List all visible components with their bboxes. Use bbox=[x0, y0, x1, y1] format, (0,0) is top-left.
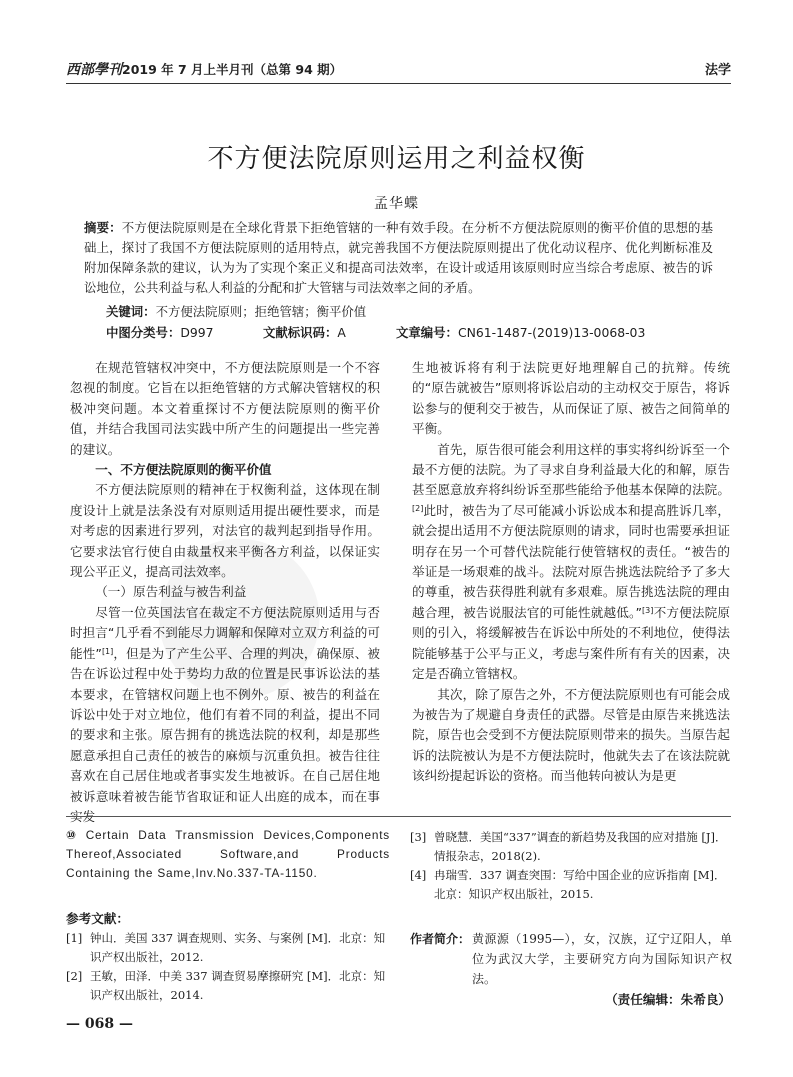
article-title: 不方便法院原则运用之利益权衡 bbox=[207, 144, 586, 174]
footnote bbox=[66, 826, 390, 883]
running-header bbox=[66, 56, 731, 80]
body-column-right bbox=[412, 358, 730, 787]
reference-item: [2] 王敏，田泽．中美 337 调查贸易摩擦研究 [M]．北京：知识产权出版社，2014. bbox=[66, 969, 386, 1002]
keywords-label: 关键词： bbox=[106, 304, 156, 319]
subsection-heading: （一）原告利益与被告利益 bbox=[95, 584, 247, 600]
bio-text: 黄源源（1995—），女，汉族，辽宁辽阳人，单位为武汉大学，主要研究方向为国际知识产权法。 bbox=[472, 932, 732, 986]
body-paragraph: 不方便法院原则的精神在于权衡利益，这体现在制度设计上就是法条没有对原则适用提出硬性要求，而是对考虑的因素进行罗列，对法官的裁判起到指导作用。它要求法官行使自由裁量权来平衡各方利益，以保证实现公平正义，提高司法效率。 bbox=[70, 482, 380, 580]
intro-paragraph: 在规范管辖权冲突中，不方便法院原则是一个不容忽视的制度。它旨在以拒绝管辖的方式解决管辖权的积极冲突问题。本文着重探讨不方便法院原则的衡平价值，并结合我国司法实践中所产生的问题提出一些完善的建议。 bbox=[70, 360, 380, 457]
journal-issue bbox=[66, 59, 342, 79]
keywords bbox=[106, 302, 366, 320]
keywords-text: 不方便法院原则；拒绝管辖；衡平价值 bbox=[155, 304, 367, 319]
citation-ref[interactable]: [2] bbox=[412, 503, 424, 513]
issue-text: 2019 年 7 月上半月刊（总第 94 期） bbox=[122, 62, 343, 77]
footer-rule bbox=[66, 816, 731, 817]
journal-brand: 西部學刊 bbox=[66, 62, 122, 78]
author-bio bbox=[410, 929, 732, 989]
section-label: 法学 bbox=[704, 63, 731, 78]
reference-item: [4] 冉瑞雪．337 调查突围：写给中国企业的应诉指南 [M]．北京：知识产权出版社，2015. bbox=[410, 868, 726, 901]
abstract-text: 不方便法院原则是在全球化背景下拒绝管辖的一种有效手段。在分析不方便法院原则的衡平价值的思想的基础上，探讨了我国不方便法院原则的适用特点，就完善我国不方便法院原则提出了优化动议程序、优化判断标准及附加保障条款的建议，认为为了实现个案正义和提高司法效率，在设计或适用该原则时应当综合考虑原、被告的诉讼地位，公共利益与私人利益的分配和扩大管辖与司法效率之间的矛盾。 bbox=[84, 220, 714, 295]
abstract-label: 摘要： bbox=[84, 220, 122, 235]
clc-number: 中图分类号：D997 bbox=[106, 325, 214, 340]
reference-list-right bbox=[410, 828, 730, 904]
article-author: 孟华蝶 bbox=[374, 196, 419, 212]
reference-item: [1] 钟山．美国 337 调查规则、实务、与案例 [M]．北京：知识产权出版社，2012. bbox=[66, 931, 386, 964]
reference-list-left bbox=[66, 929, 396, 1005]
responsible-editor: （责任编辑：朱希良） bbox=[605, 992, 731, 1007]
section-heading: 一、不方便法院原则的衡平价值 bbox=[95, 462, 272, 478]
citation-ref[interactable]: [3] bbox=[642, 605, 654, 615]
bio-label: 作者简介： bbox=[410, 932, 471, 946]
reference-item: [3] 曾晓慧．美国“337”调查的新趋势及我国的应对措施 [J]．情报杂志，2018(2). bbox=[410, 830, 727, 863]
body-paragraph: 首先，原告很可能会利用这样的事实将纠纷诉至一个最不方便的法院。为了寻求自身利益最大化的和解，原告甚至愿意放弃将纠纷诉至那些能给予他基本保障的法院。[2]此时，被告为了尽可能减小诉讼成本和提高胜诉几率，就会提出适用不方便法院原则的请求，同时也需要承担证明存在另一个可替代法院能行使管辖权的责任。“被告的举证是一场艰难的战斗。法院对原告挑选法院给予了多大的尊重，被告获得胜利就有多艰难。原告挑选法院的理由越合理，被告说服法官的可能性就越低。”[3]不方便法院原则的引入，将缓解被告在诉讼中所处的不利地位，使得法院能够基于公平与正义，考虑与案件所有有关的因素，决定是否确立管辖权。 bbox=[412, 441, 730, 682]
header-rule bbox=[66, 83, 731, 84]
body-paragraph: 其次，除了原告之外，不方便法院原则也有可能会成为被告为了规避自身责任的武器。尽管是由原告来挑选法院，原告也会受到不方便法院原则带来的损失。当原告起诉的法院被认为是不方便法院时，他就失去了在该法院就该纠纷提起诉讼的资格。而当他转向被认为是更 bbox=[412, 686, 730, 784]
body-paragraph: 尽管一位英国法官在裁定不方便法院原则适用与否时担言“几乎看不到能尽力调解和保障对立双方利益的可能性”[1]，但是为了产生公平、合理的判决，确保原、被告在诉讼过程中处于势均力敌的位置是民事诉讼法的基本要求，在管辖权问题上也不例外。原、被告的利益在诉讼中处于对立地位，他们有着不同的利益，提出不同的要求和主张。原告拥有的挑选法院的权利，却是那些愿意承担自己责任的被告的麻烦与沉重负担。被告往往喜欢在自己居住地或者事实发生地被诉。在自己居住地被诉意味着被告能节省取证和证人出庭的成本，而在事实发 bbox=[70, 604, 381, 824]
footnote-text: Certain Data Transmission Devices,Components Thereof,Associated Software,and Products Containing the Same,Inv.No.337-TA-1150. bbox=[66, 828, 391, 880]
body-column-left bbox=[70, 358, 380, 827]
citation-ref[interactable]: [1] bbox=[101, 646, 114, 656]
references-title: 参考文献： bbox=[66, 911, 129, 926]
body-paragraph: 生地被诉将有利于法院更好地理解自己的抗辩。传统的“原告就被告”原则将诉讼启动的主动权交于原告，将诉讼参与的便利交于被告，从而保证了原、被告之间简单的平衡。 bbox=[412, 360, 730, 437]
page-number: — 068 — bbox=[66, 1016, 133, 1032]
abstract bbox=[84, 218, 713, 298]
article-number: 文章编号：CN61-1487-(2019)13-0068-03 bbox=[396, 325, 646, 340]
document-code: 文献标识码：A bbox=[263, 325, 346, 340]
footnote-mark: ⑩ bbox=[66, 828, 82, 842]
